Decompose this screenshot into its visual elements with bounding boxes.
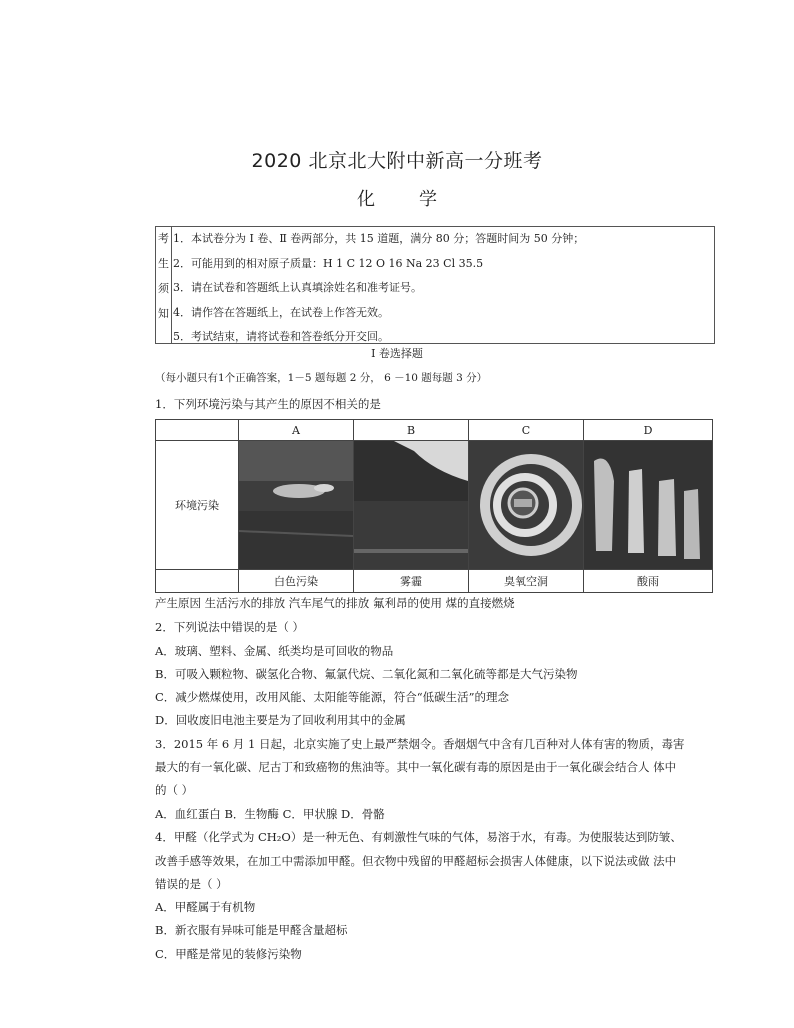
- q2-option: C．减少燃煤使用，改用风能、太阳能等能源，符合“低碳生活”的理念: [155, 690, 510, 704]
- q1-causes: 产生原因 生活污水的排放 汽车尾气的排放 氟利昂的使用 煤的直接燃烧: [155, 596, 515, 610]
- row-label: 环境污染: [156, 441, 239, 570]
- page-title: 2020 北京北大附中新高一分班考: [251, 150, 543, 172]
- pollution-table: [155, 419, 713, 593]
- q3-options: A．血红蛋白 B．生物酶 C．甲状腺 D．骨骼: [155, 807, 385, 821]
- q4-line: 错误的是（ ）: [155, 877, 228, 891]
- q4-line: 改善手感等效果，在加工中需添加甲醛。但衣物中残留的甲醛超标会损害人体健康，以下说法或做 法中: [155, 854, 677, 868]
- notice-side-label: [156, 227, 172, 343]
- subject-char-2: 学: [419, 189, 437, 210]
- table-corner: [156, 420, 239, 441]
- pollution-name: 白色污染: [239, 570, 354, 593]
- exam-notice-box: [155, 226, 715, 344]
- q2-option: A．玻璃、塑料、金属、纸类均是可回收的物品: [155, 644, 394, 658]
- notice-item: 4．请作答在答题纸上，在试卷上作答无效。: [173, 305, 389, 319]
- ozone-hole-photo: [469, 441, 584, 570]
- q4-option: C．甲醛是常见的装修污染物: [155, 947, 302, 961]
- pollution-name: 酸雨: [584, 570, 713, 593]
- q4-option: A．甲醛属于有机物: [155, 900, 256, 914]
- col-header: C: [469, 420, 584, 441]
- notice-item: 1．本试卷分为 Ⅰ 卷、Ⅱ 卷两部分，共 15 道题，满分 80 分；答题时间为 50 分钟；: [173, 232, 585, 245]
- notice-item: 2．可能用到的相对原子质量：H 1 C 12 O 16 Na 23 Cl 35.5: [173, 256, 484, 270]
- subject-char-1: 化: [357, 189, 375, 210]
- notice-side-char: 知: [158, 307, 169, 320]
- col-header: B: [354, 420, 469, 441]
- notice-side-char: 考: [158, 232, 169, 245]
- pollution-name: 雾霾: [354, 570, 469, 593]
- q2-stem: 2．下列说法中错误的是（ ）: [155, 620, 304, 634]
- subject-title: [0, 185, 794, 211]
- pollution-name: 臭氧空洞: [469, 570, 584, 593]
- section-instruction: （每小题只有1个正确答案，1－5 题每题 2 分， 6 －10 题每题 3 分）: [155, 372, 488, 384]
- q2-option: B．可吸入颗粒物、碳氢化合物、氟氯代烷、二氧化氮和二氧化硫等都是大气污染物: [155, 667, 578, 681]
- section-heading: Ⅰ 卷选择题: [371, 347, 423, 360]
- notice-items: [173, 227, 584, 350]
- notice-side-char: 须: [158, 282, 169, 295]
- notice-item: 3．请在试卷和答题纸上认真填涂姓名和准考证号。: [173, 281, 422, 294]
- col-header: D: [584, 420, 713, 441]
- notice-side-char: 生: [158, 257, 169, 270]
- q3-line: 最大的有一氧化碳、尼古丁和致癌物的焦油等。其中一氧化碳有毒的原因是由于一氧化碳会结合人 体中: [155, 760, 677, 774]
- table-cell-empty: [156, 570, 239, 593]
- smog-photo: [354, 441, 469, 570]
- acid-rain-photo: [584, 441, 713, 570]
- q2-option: D．回收废旧电池主要是为了回收利用其中的金属: [155, 713, 406, 727]
- white-pollution-photo: [239, 441, 354, 570]
- col-header: A: [239, 420, 354, 441]
- q1-stem: 1．下列环境污染与其产生的原因不相关的是: [155, 397, 381, 411]
- notice-item: 5．考试结束，请将试卷和答卷纸分开交回。: [173, 330, 389, 343]
- q3-line: 3．2015 年 6 月 1 日起，北京实施了史上最严禁烟令。香烟烟气中含有几百种对人体有害的物质，毒害: [155, 737, 685, 751]
- q3-line: 的（ ）: [155, 783, 194, 797]
- q4-line: 4．甲醛（化学式为 CH₂O）是一种无色、有刺激性气味的气体，易溶于水，有毒。为使服装达到防皱、: [155, 830, 682, 844]
- q4-option: B．新衣服有异味可能是甲醛含量超标: [155, 923, 348, 937]
